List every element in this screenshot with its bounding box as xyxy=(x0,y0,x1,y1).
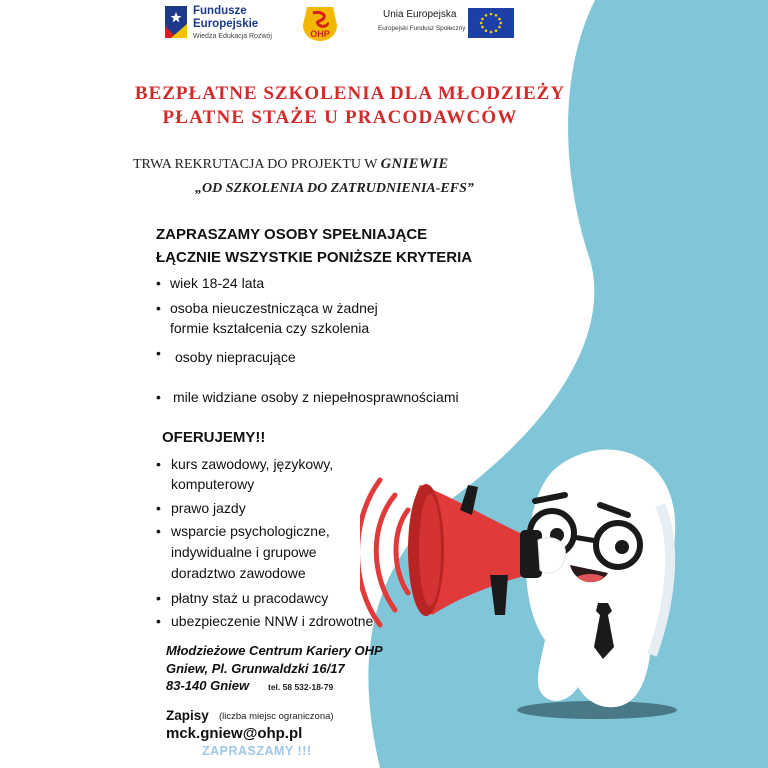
ohp-logo-text: OHP xyxy=(310,29,330,39)
project-name: „OD SZKOLENIA DO ZATRUDNIENIA-EFS” xyxy=(195,181,474,196)
bullet-icon: • xyxy=(156,500,161,516)
poster: Fundusze Europejskie Wiedza Edukacja Rozwój OHP Unia Europejska Europejski Fundusz Społeczny BEZPŁATNE SZKOLENIA DLA MŁODZIEŻY PŁATNE STAŻE U PRACODAWCÓW TRWA REKRUTACJA DO PROJEKTU W GNIEWIE „OD SZKOLENIA DO ZATRUDNIENIA-EFS” ZAPRASZAMY OSOBY SPEŁNIAJĄCE ŁĄCZNIE WSZYSTKIE PONIŻSZE KRYTERIA • wiek 18-24 lata • osoba nieuczestnicząca w żadnej formie kształcenia czy szkolenia • osoby niepracujące • mile widziane osoby z niepełnosprawnościami OFERUJEMY!! • kurs zawodowy, językowy, komputerowy • prawo jazdy • wsparcie psychologiczne, indywidualne i grupowe doradztwo zawodowe • płatny staż u pracodawcy • ubezpieczenie NNW i zdrowotne Młodzieżowe Centrum Kariery OHP Gniew, Pl. Grunwaldzki 16/17 83-140 Gniew tel. 58 532-18-79 Zapisy (liczba miejsc ograniczona) mck.gniew@ohp.pl ZAPRASZAMY !!! xyxy=(0,0,768,768)
ue-logo-line2: Europejski Fundusz Społeczny xyxy=(378,25,466,32)
bullet-icon: • xyxy=(156,456,161,472)
bullet-icon: • xyxy=(156,613,161,629)
recruitment-city: GNIEWIE xyxy=(380,156,449,172)
title-line1: BEZPŁATNE SZKOLENIA DLA MŁODZIEŻY xyxy=(134,83,566,104)
contact-email: mck.gniew@ohp.pl xyxy=(166,725,303,742)
bullet-icon: • xyxy=(156,300,161,316)
ue-logo-line1: Unia Europejska xyxy=(383,9,457,20)
contact-phone: tel. 58 532-18-79 xyxy=(268,682,334,692)
bullet-icon: • xyxy=(156,275,161,291)
fundusze-europejskie-logo xyxy=(165,4,295,44)
recruitment-prefix: TRWA REKRUTACJA DO PROJEKTU W xyxy=(133,157,378,172)
ohp-logo xyxy=(303,5,337,43)
mascot-megaphone-illustration xyxy=(360,425,680,725)
contact-postal: 83-140 Gniew xyxy=(166,678,250,693)
recruitment-line xyxy=(133,156,449,173)
bullet-icon: • xyxy=(156,389,161,405)
contact-address: Gniew, Pl. Grunwaldzki 16/17 xyxy=(166,661,345,676)
unia-europejska-logo xyxy=(378,7,518,43)
criteria-heading-line1: ZAPRASZAMY OSOBY SPEŁNIAJĄCE xyxy=(156,226,428,243)
offer-heading: OFERUJEMY!! xyxy=(162,429,266,446)
fe-logo-line3: Wiedza Edukacja Rozwój xyxy=(193,33,272,40)
signup-label: Zapisy xyxy=(166,708,209,723)
fe-logo-line2: Europejskie xyxy=(193,18,259,30)
bullet-icon: • xyxy=(156,345,161,361)
fe-flag-icon xyxy=(165,6,187,38)
criteria-heading-line2: ŁĄCZNIE WSZYSTKIE PONIŻSZE KRYTERIA xyxy=(156,249,473,266)
signup-note: (liczba miejsc ograniczona) xyxy=(219,711,334,722)
eu-flag-icon xyxy=(468,8,514,38)
closing-text: ZAPRASZAMY !!! xyxy=(202,744,312,758)
bullet-icon: • xyxy=(156,590,161,606)
title-line2: PŁATNE STAŻE U PRACODAWCÓW xyxy=(162,107,518,128)
contact-organization: Młodzieżowe Centrum Kariery OHP xyxy=(166,643,383,658)
fe-logo-line1: Fundusze xyxy=(193,5,247,17)
bullet-icon: • xyxy=(156,523,161,539)
